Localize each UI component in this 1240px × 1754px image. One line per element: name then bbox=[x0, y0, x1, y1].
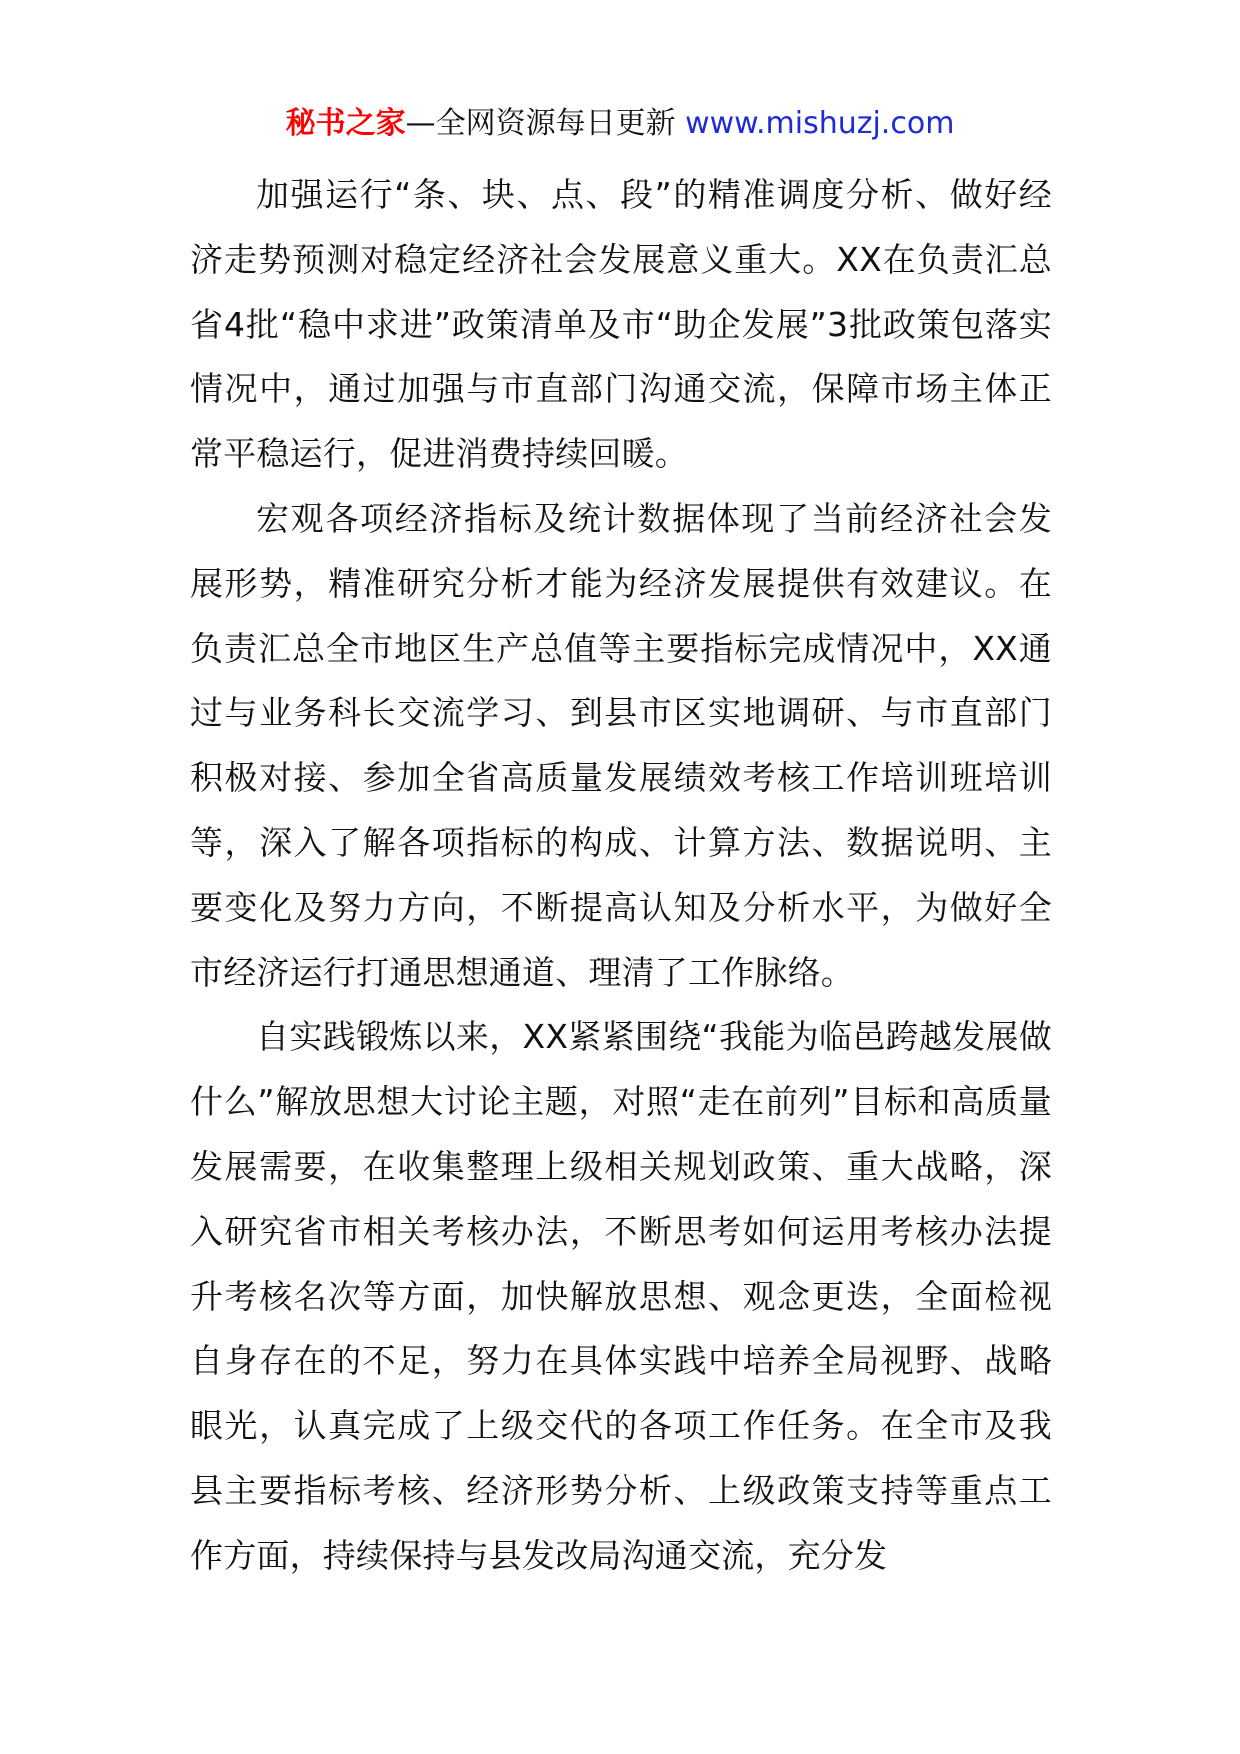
header-tagline: —全网资源每日更新 bbox=[405, 106, 676, 141]
paragraph-2: 宏观各项经济指标及统计数据体现了当前经济社会发展形势，精准研究分析才能为经济发展提供有效建议。在负责汇总全市地区生产总值等主要指标完成情况中，XX通过与业务科长交流学习、到县市区实地调研、与市直部门积极对接、参加全省高质量发展绩效考核工作培训班培训等，深入了解各项指标的构成、计算方法、数据说明、主要变化及努力方向，不断提高认知及分析水平，为做好全市经济运行打通思想通道、理清了工作脉络。 bbox=[190, 498, 1052, 992]
document-body bbox=[190, 163, 1052, 1589]
header-brand: 秘书之家 bbox=[285, 106, 406, 141]
paragraph-3: 自实践锻炼以来，XX紧紧围绕“我能为临邑跨越发展做什么”解放思想大讨论主题，对照“走在前列”目标和高质量发展需要，在收集整理上级相关规划政策、重大战略，深入研究省市相关考核办法，不断思考如何运用考核办法提升考核名次等方面，加快解放思想、观念更迭，全面检视自身存在的不足，努力在具体实践中培养全局视野、战略眼光，认真完成了上级交代的各项工作任务。在全市及我县主要指标考核、经济形势分析、上级政策支持等重点工作方面，持续保持与县发改局沟通交流，充分发 bbox=[190, 1017, 1052, 1575]
paragraph-1: 加强运行“条、块、点、段”的精准调度分析、做好经济走势预测对稳定经济社会发展意义重大。XX在负责汇总省4批“稳中求进”政策清单及市“助企发展”3批政策包落实情况中，通过加强与市直部门沟通交流，保障市场主体正常平稳运行，促进消费持续回暖。 bbox=[190, 175, 1052, 474]
header-url-link[interactable]: www.mishuzj.com bbox=[675, 106, 955, 141]
page-header bbox=[0, 104, 1240, 144]
